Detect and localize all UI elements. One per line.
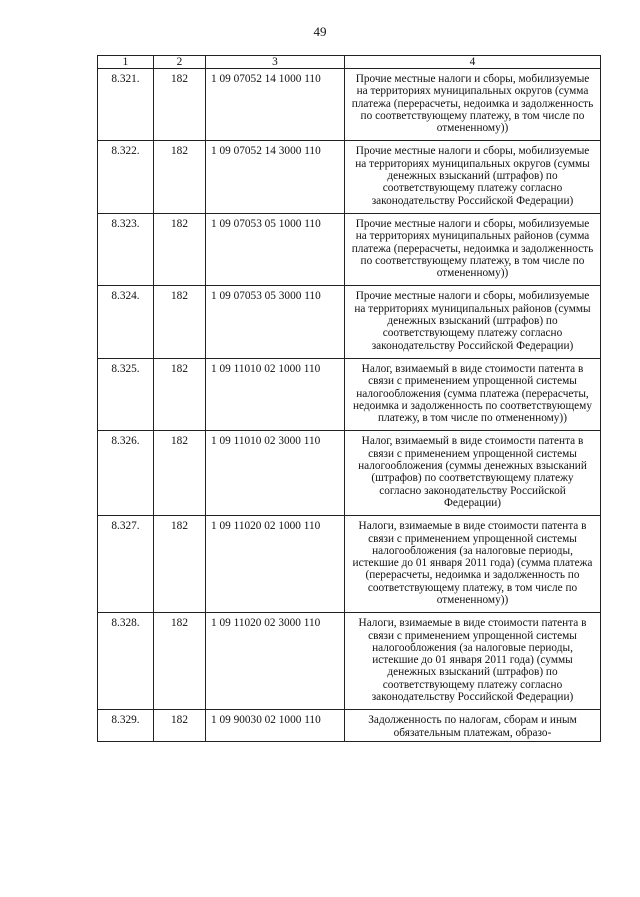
revenue-description: Прочие местные налоги и сборы, мобилизуемые на территориях муниципальных округов (сумма платежа (перерасчеты, недоимка и задолженность по соответствующему платежу, в том числе по отмененному)): [345, 69, 601, 141]
administrator-code: 182: [154, 431, 206, 516]
administrator-code: 182: [154, 613, 206, 710]
administrator-code: 182: [154, 213, 206, 285]
administrator-code: 182: [154, 710, 206, 742]
table-row: [98, 141, 601, 213]
table-row: [98, 69, 601, 141]
administrator-code: 182: [154, 516, 206, 613]
revenue-description: Налог, взимаемый в виде стоимости патента в связи с применением упрощенной системы налогообложения (суммы денежных взысканий (штрафов) по соответствующему платежу согласно законодательству Российской Федерации): [345, 431, 601, 516]
budget-classification-code: 1 09 11020 02 1000 110: [206, 516, 345, 613]
revenue-description: Налоги, взимаемые в виде стоимости патента в связи с применением упрощенной системы налогообложения (за налоговые периоды, истекшие до 01 января 2011 года) (сумма платежа (перерасчеты, недоимка и задолженность по соответствующему платежу, в том числе по отмененному)): [345, 516, 601, 613]
row-number: 8.326.: [98, 431, 154, 516]
row-number: 8.329.: [98, 710, 154, 742]
administrator-code: 182: [154, 69, 206, 141]
row-number: 8.328.: [98, 613, 154, 710]
revenue-description: Прочие местные налоги и сборы, мобилизуемые на территориях муниципальных районов (суммы денежных взысканий (штрафов) по соответствующему платежу согласно законодательству Российской Федерации): [345, 286, 601, 358]
table-row: [98, 710, 601, 742]
administrator-code: 182: [154, 141, 206, 213]
revenue-description: Налог, взимаемый в виде стоимости патента в связи с применением упрощенной системы налогообложения (сумма платежа (перерасчеты, недоимка и задолженность по соответствующему платежу, в том числе по отмененному)): [345, 358, 601, 430]
table-row: [98, 613, 601, 710]
table-header-row: [98, 56, 601, 69]
column-header-4: 4: [345, 56, 601, 69]
table-row: [98, 358, 601, 430]
budget-classification-code: 1 09 07052 14 1000 110: [206, 69, 345, 141]
budget-classification-code: 1 09 07053 05 1000 110: [206, 213, 345, 285]
budget-classification-code: 1 09 11010 02 3000 110: [206, 431, 345, 516]
row-number: 8.322.: [98, 141, 154, 213]
row-number: 8.323.: [98, 213, 154, 285]
row-number: 8.325.: [98, 358, 154, 430]
column-header-1: 1: [98, 56, 154, 69]
table-row: [98, 431, 601, 516]
column-header-3: 3: [206, 56, 345, 69]
row-number: 8.324.: [98, 286, 154, 358]
row-number: 8.327.: [98, 516, 154, 613]
administrator-code: 182: [154, 358, 206, 430]
revenue-description: Налоги, взимаемые в виде стоимости патента в связи с применением упрощенной системы налогообложения (за налоговые периоды, истекшие до 01 января 2011 года) (суммы денежных взысканий (штрафов) по соответствующему платежу согласно законодательству Российской Федерации): [345, 613, 601, 710]
row-number: 8.321.: [98, 69, 154, 141]
table-row: [98, 516, 601, 613]
revenue-description: Прочие местные налоги и сборы, мобилизуемые на территориях муниципальных округов (суммы денежных взысканий (штрафов) по соответствующему платежу согласно законодательству Российской Федерации): [345, 141, 601, 213]
budget-classification-code: 1 09 11020 02 3000 110: [206, 613, 345, 710]
page-number: 49: [313, 24, 327, 39]
budget-classification-table: [97, 55, 601, 742]
budget-classification-code: 1 09 11010 02 1000 110: [206, 358, 345, 430]
table-row: [98, 286, 601, 358]
table-row: [98, 213, 601, 285]
budget-classification-code: 1 09 07052 14 3000 110: [206, 141, 345, 213]
budget-classification-code: 1 09 07053 05 3000 110: [206, 286, 345, 358]
revenue-description: Прочие местные налоги и сборы, мобилизуемые на территориях муниципальных районов (сумма платежа (перерасчеты, недоимка и задолженность по соответствующему платежу, в том числе по отмененному)): [345, 213, 601, 285]
column-header-2: 2: [154, 56, 206, 69]
administrator-code: 182: [154, 286, 206, 358]
budget-classification-code: 1 09 90030 02 1000 110: [206, 710, 345, 742]
revenue-description: Задолженность по налогам, сборам и иным обязательным платежам, образо-: [345, 710, 601, 742]
